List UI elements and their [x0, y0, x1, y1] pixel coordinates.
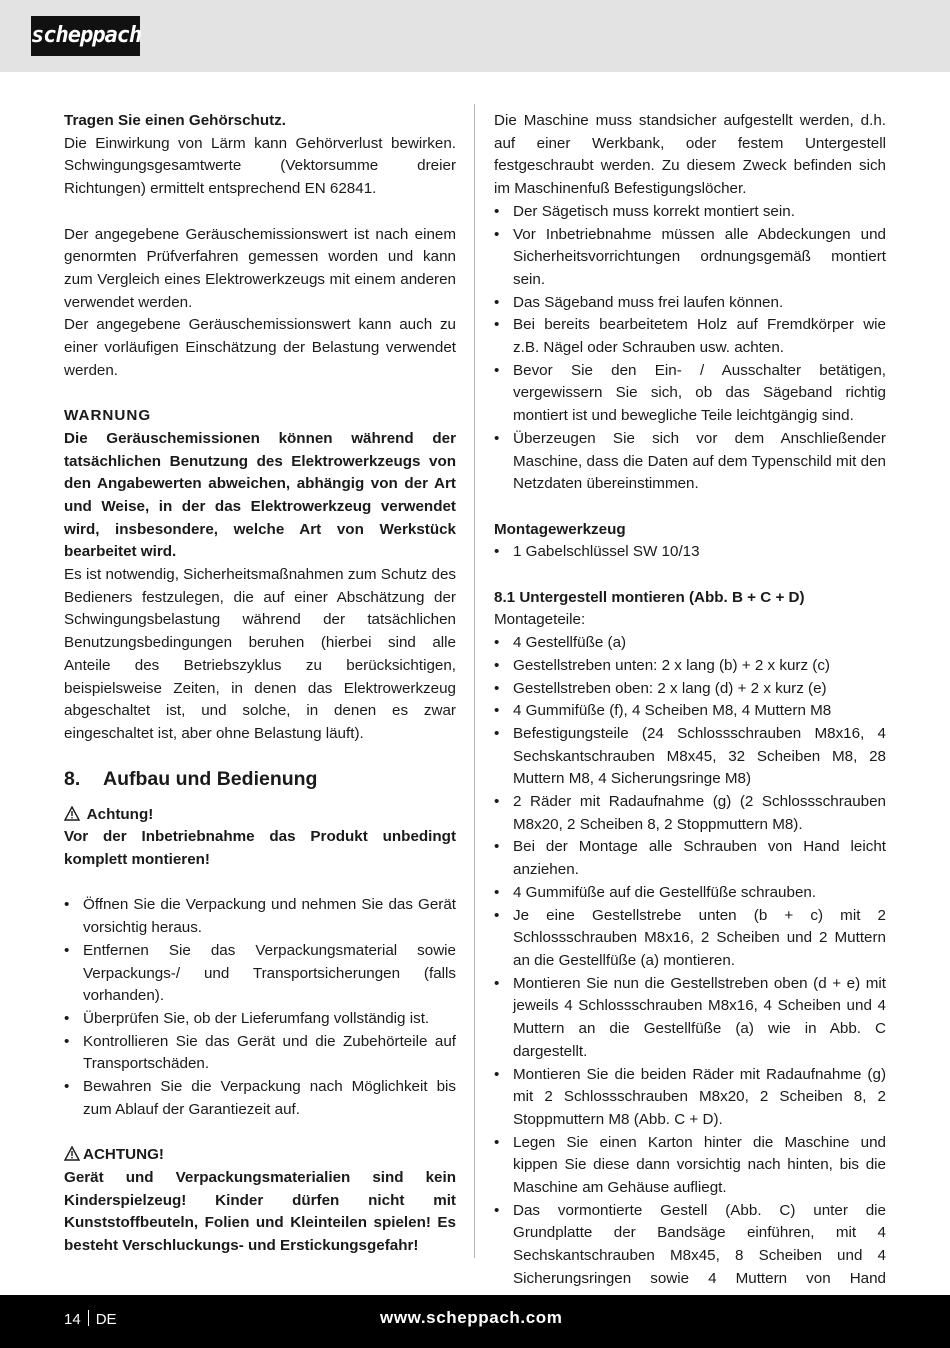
- page-indicator: [64, 1310, 117, 1328]
- warning-label: WARNUNG: [64, 407, 152, 425]
- bullet-icon: •: [64, 1032, 70, 1050]
- parts-list-item: [494, 1132, 886, 1200]
- warning-triangle-icon: [64, 804, 83, 827]
- bullet-icon: •: [494, 1201, 500, 1219]
- bullet-icon: •: [494, 1133, 500, 1151]
- parts-list-item: [494, 700, 886, 723]
- unpack-list-item: [64, 894, 456, 939]
- check-list-item-text: Das Sägeband muss frei laufen können.: [513, 293, 784, 311]
- setup-intro: Die Maschine muss standsicher aufgestellt werden, d.h. auf einer Werkbank, oder festem Untergestell festgeschraubt werden. Zu diesem Zweck befinden sich im Maschinenfuß Befestigungslöcher.: [494, 112, 886, 198]
- unpack-list-item: [64, 1076, 456, 1121]
- warning-body-text: Es ist notwendig, Sicherheitsmaßnahmen zum Schutz des Bedieners festzulegen, die auf einer Abschätzung der Schwingungsbelastung während der tatsächlichen Benutzungsbedingungen beruhen (hierbei sind alle Anteile des Betriebszyklus zu berücksichtigen, beispielsweise Zeiten, in denen das Elektrowerkzeug abgeschaltet ist, und solche, in denen es zwar eingeschaltet ist, aber ohne Belastung läuft).: [64, 566, 456, 742]
- noise-value-paragraph-1: Der angegebene Geräuschemissionswert ist nach einem genormten Prüfverfahren gemessen worden und kann zum Vergleich eines Elektrowerkzeugs mit einem anderen verwendet werden.: [64, 225, 456, 311]
- footer-bar: [0, 1295, 950, 1348]
- bullet-icon: •: [494, 702, 500, 720]
- bullet-icon: •: [494, 361, 500, 379]
- parts-list-item-text: Das vormontierte Gestell (Abb. C) unter die Grundplatte der Bandsäge einführen, mit 4 Sechskantschrauben M8x45, 8 Scheiben und 4 Sicherungsringen sowie 4 Muttern von Hand: [513, 1201, 886, 1287]
- parts-list-item-text: Montieren Sie nun die Gestellstreben oben (d + e) mit jeweils 4 Schlossschrauben M8x16, 4 Scheiben und 4 Muttern an die Gestellfüße (a) wie in Abb. C dargestellt.: [513, 974, 886, 1060]
- parts-list-item-text: Bei der Montage alle Schrauben von Hand leicht anziehen.: [513, 838, 886, 879]
- parts-list-item-text: 4 Gestellfüße (a): [513, 634, 627, 652]
- parts-list: [494, 632, 886, 1313]
- parts-list-item-text: 4 Gummifüße auf die Gestellfüße schrauben.: [513, 883, 817, 901]
- check-list-item-text: Der Sägetisch muss korrekt montiert sein.: [513, 202, 795, 220]
- check-list-item-text: Vor Inbetriebnahme müssen alle Abdeckungen und Sicherheitsvorrichtungen ordnungsgemäß montiert sein.: [513, 225, 886, 288]
- subsection-title: 8.1 Untergestell montieren (Abb. B + C + D): [494, 588, 805, 606]
- left-column: [64, 110, 456, 1258]
- warning-bold-text: Die Geräuschemissionen können während der tatsächlichen Benutzung des Elektrowerkzeugs von den Angabewerten abweichen, abhängig von der Art und Weise, in der das Elektrowerkzeug verwendet wird, insbesondere, welche Art von Werkstück bearbeitet wird.: [64, 429, 456, 561]
- section-number: 8.: [64, 767, 81, 790]
- parts-list-item-text: Je eine Gestellstrebe unten (b + c) mit 2 Schlossschrauben M8x16, 2 Scheiben und 2 Muttern an die Gestellfüße (a) montieren.: [513, 906, 886, 969]
- parts-list-item: [494, 791, 886, 836]
- right-column: [494, 110, 886, 1313]
- unpack-list-item: [64, 1031, 456, 1076]
- column-divider: [474, 104, 475, 1258]
- bullet-icon: •: [494, 316, 500, 334]
- attention-label-2: ACHTUNG!: [64, 1144, 456, 1167]
- bullet-icon: •: [494, 974, 500, 992]
- check-list: [494, 201, 886, 496]
- bullet-icon: •: [494, 906, 500, 924]
- parts-list-item-text: Gestellstreben unten: 2 x lang (b) + 2 x kurz (c): [513, 656, 830, 674]
- check-list-item: [494, 428, 886, 496]
- parts-list-item: [494, 836, 886, 881]
- check-list-item: [494, 292, 886, 315]
- hearing-protection-text: Die Einwirkung von Lärm kann Gehörverlust bewirken. Schwingungsgesamtwerte (Vektorsumme dreier Richtungen) ermittelt entsprechend EN 62841.: [64, 134, 456, 198]
- bullet-icon: •: [494, 429, 500, 447]
- bullet-icon: •: [494, 679, 500, 697]
- check-list-item-text: Bevor Sie den Ein- / Ausschalter betätigen, vergewissern Sie sich, ob das Sägeband richtig montiert ist und bewegliche Teile leichtgängig sind.: [513, 361, 886, 425]
- unpack-list: [64, 894, 456, 1121]
- unpack-list-item-text: Bewahren Sie die Verpackung nach Möglichkeit bis zum Ablauf der Garantiezeit auf.: [83, 1078, 456, 1118]
- bullet-icon: •: [494, 656, 500, 674]
- unpack-list-item: [64, 1008, 456, 1031]
- website-link[interactable]: www.scheppach.com: [380, 1308, 563, 1327]
- bullet-icon: •: [494, 225, 500, 243]
- parts-list-item: [494, 973, 886, 1064]
- header-bar: [0, 0, 950, 72]
- parts-list-item-text: 4 Gummifüße (f), 4 Scheiben M8, 4 Muttern M8: [513, 702, 832, 720]
- parts-list-item: [494, 632, 886, 655]
- parts-list-item: [494, 723, 886, 791]
- hearing-protection-title: Tragen Sie einen Gehörschutz.: [64, 112, 286, 129]
- bullet-icon: •: [494, 883, 500, 901]
- check-list-item-text: Bei bereits bearbeitetem Holz auf Fremdkörper wie z.B. Nägel oder Schrauben usw. achten.: [513, 316, 886, 357]
- noise-value-paragraph-2: Der angegebene Geräuschemissionswert kann auch zu einer vorläufigen Einschätzung der Belastung verwendet werden.: [64, 316, 456, 379]
- parts-list-item-text: Befestigungsteile (24 Schlossschrauben M8x16, 4 Sechskantschrauben M8x45, 32 Scheiben M8, 28 Muttern M8, 4 Sicherungsringe M8): [513, 724, 886, 788]
- check-list-item: [494, 314, 886, 359]
- unpack-list-item-text: Kontrollieren Sie das Gerät und die Zubehörteile auf Transportschäden.: [83, 1032, 456, 1073]
- bullet-icon: •: [494, 724, 500, 742]
- tools-list: [494, 541, 886, 564]
- parts-list-item: [494, 882, 886, 905]
- unpack-list-item-text: Überprüfen Sie, ob der Lieferumfang vollständig ist.: [83, 1009, 430, 1027]
- bullet-icon: •: [64, 896, 70, 914]
- warning-triangle-icon: [64, 1144, 83, 1167]
- parts-list-item: [494, 905, 886, 973]
- bullet-icon: •: [494, 793, 500, 811]
- check-list-item: [494, 201, 886, 224]
- parts-list-item: [494, 1064, 886, 1132]
- bullet-icon: •: [494, 293, 500, 311]
- bullet-icon: •: [64, 1009, 70, 1027]
- parts-list-item: [494, 655, 886, 678]
- parts-list-item: [494, 678, 886, 701]
- tools-title: Montagewerkzeug: [494, 520, 626, 538]
- unpack-list-item: [64, 940, 456, 1008]
- attention-text-1: Vor der Inbetriebnahme das Produkt unbedingt komplett montieren!: [64, 828, 456, 869]
- brand-logo: scheppach: [31, 16, 140, 56]
- bullet-icon: •: [494, 543, 500, 561]
- page-number: 14: [64, 1311, 81, 1328]
- parts-list-item-text: 2 Räder mit Radaufnahme (g) (2 Schlossschrauben M8x20, 2 Scheiben 8, 2 Stoppmuttern M8).: [513, 793, 886, 833]
- check-list-item: [494, 224, 886, 292]
- unpack-list-item-text: Entfernen Sie das Verpackungsmaterial sowie Verpackungs-/ und Transportsicherungen (falls vorhanden).: [83, 941, 456, 1005]
- section-heading: [64, 766, 456, 792]
- check-list-item: [494, 360, 886, 428]
- section-title: Aufbau und Bedienung: [103, 767, 318, 790]
- bullet-icon: •: [494, 202, 500, 220]
- bullet-icon: •: [64, 941, 70, 959]
- bullet-icon: •: [494, 634, 500, 652]
- attention-text-2: Gerät und Verpackungsmaterialien sind kein Kinderspielzeug! Kinder dürfen nicht mit Kunststoffbeuteln, Folien und Kleinteilen spielen! Es besteht Verschluckungs- und Erstickungsgefahr!: [64, 1168, 456, 1254]
- parts-list-item-text: Gestellstreben oben: 2 x lang (d) + 2 x kurz (e): [513, 679, 827, 697]
- tools-list-item-text: 1 Gabelschlüssel SW 10/13: [513, 543, 700, 561]
- language-code: DE: [95, 1311, 117, 1328]
- parts-list-item-text: Legen Sie einen Karton hinter die Maschine und kippen Sie diese dann vorsichtig nach hinten, bis die Maschine am Gehäuse aufliegt.: [513, 1133, 886, 1197]
- attention-label-1: Achtung!: [64, 804, 456, 827]
- bullet-icon: •: [64, 1078, 70, 1096]
- parts-label: Montageteile:: [494, 611, 586, 629]
- parts-list-item-text: Montieren Sie die beiden Räder mit Radaufnahme (g) mit 2 Schlossschrauben M8x20, 2 Scheiben 8, 2 Stoppmuttern M8 (Abb. C + D).: [513, 1065, 886, 1128]
- tools-list-item: [494, 541, 886, 564]
- bullet-icon: •: [494, 838, 500, 856]
- bullet-icon: •: [494, 1065, 500, 1083]
- unpack-list-item-text: Öffnen Sie die Verpackung und nehmen Sie das Gerät vorsichtig heraus.: [83, 896, 456, 937]
- check-list-item-text: Überzeugen Sie sich vor dem Anschließender Maschine, dass die Daten auf dem Typenschild mit den Netzdaten übereinstimmen.: [513, 429, 886, 493]
